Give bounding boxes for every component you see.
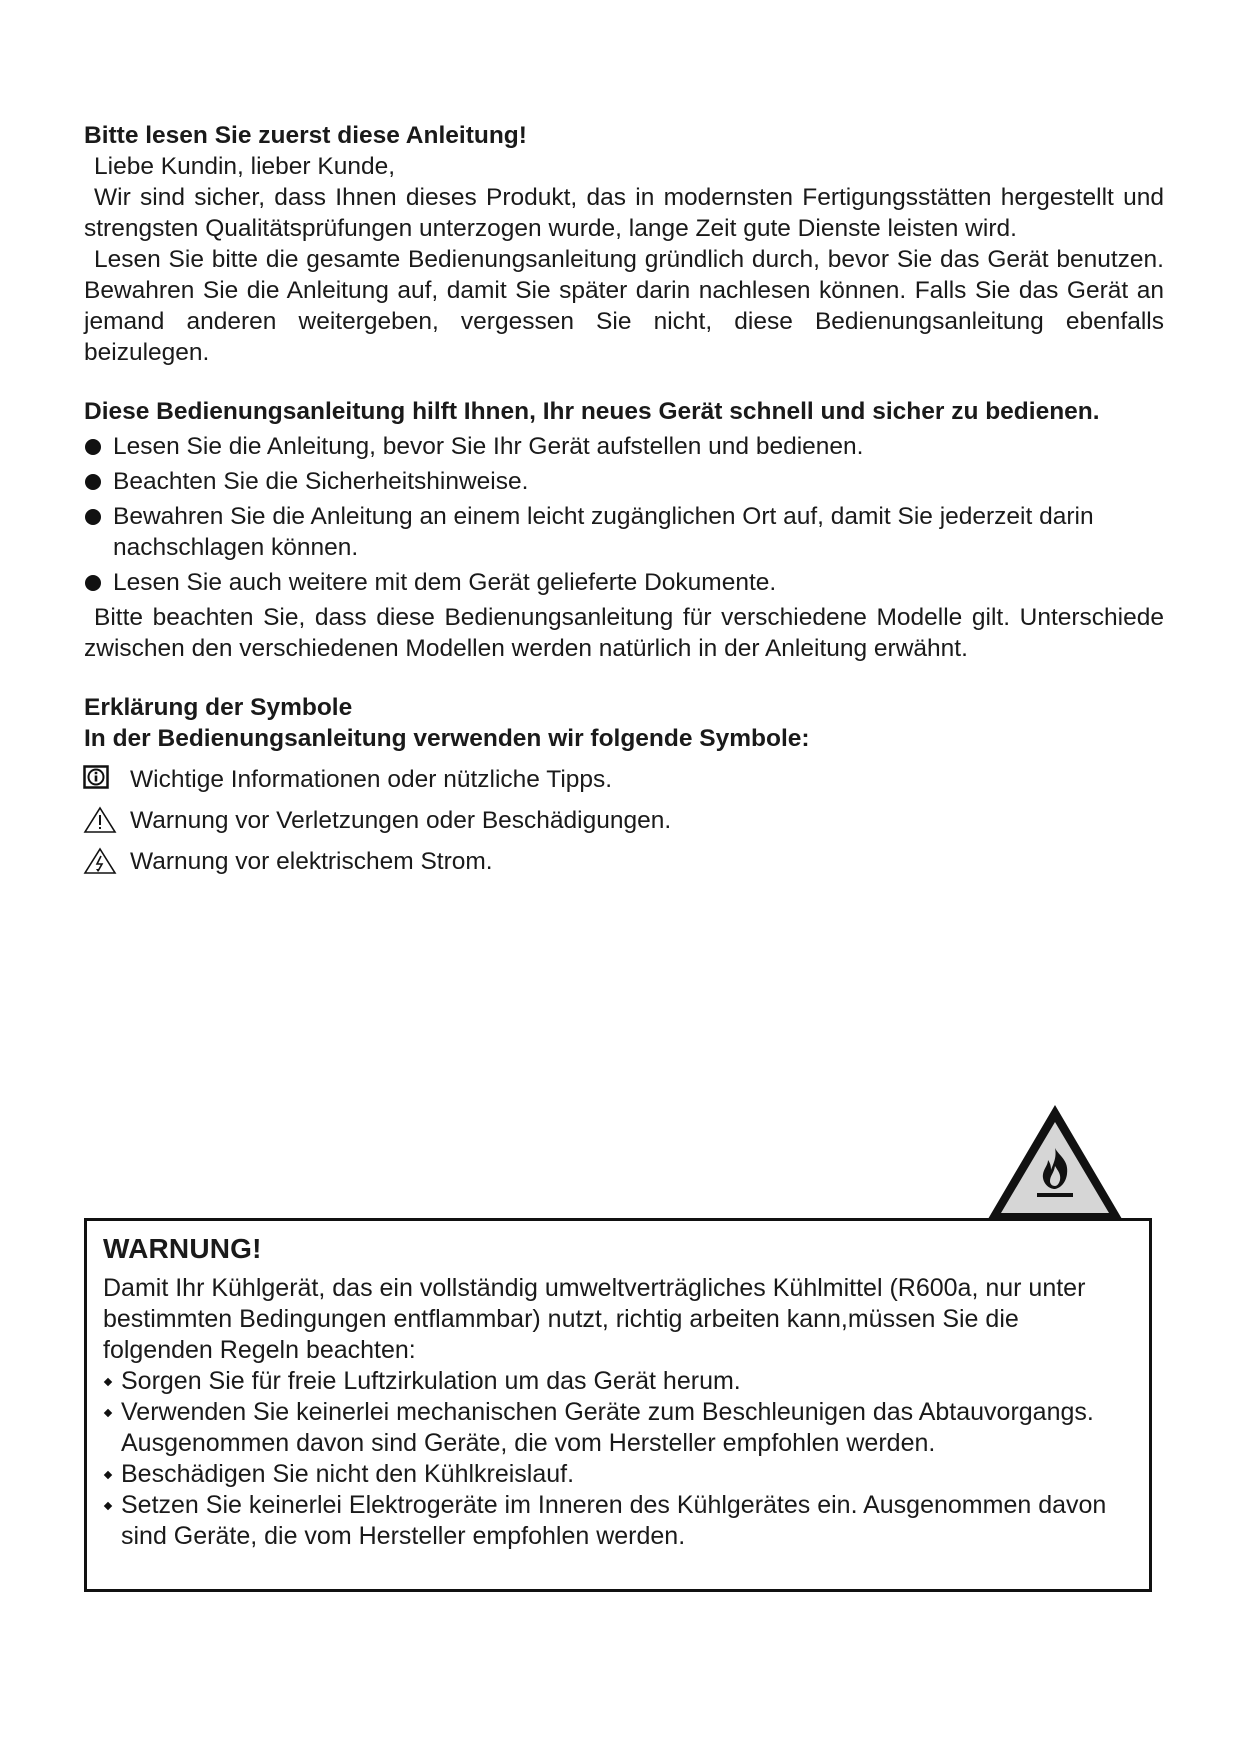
bullet-icon bbox=[85, 474, 101, 490]
list-item: Bewahren Sie die Anleitung an einem leicht zugänglichen Ort auf, damit Sie jederzeit darin nachschlagen können. bbox=[84, 501, 1164, 563]
help-bullet-list bbox=[84, 431, 1164, 598]
models-note: Bitte beachten Sie, dass diese Bedienungsanleitung für verschiedene Modelle gilt. Unterschiede zwischen den verschiedenen Modellen werden natürlich in der Anleitung erwähnt. bbox=[84, 604, 1164, 662]
symbols-subheading: In der Bedienungsanleitung verwenden wir folgende Symbole: bbox=[84, 725, 810, 752]
intro-paragraph-1: Wir sind sicher, dass Ihnen dieses Produkt, das in modernsten Fertigungsstätten hergestellt und strengsten Qualitätsprüfungen unterzogen wurde, lange Zeit gute Dienste leisten wird. bbox=[84, 184, 1164, 242]
symbol-description: Warnung vor elektrischem Strom. bbox=[130, 848, 493, 875]
manual-page bbox=[84, 120, 1164, 877]
warning-title: WARNUNG! bbox=[103, 1233, 262, 1264]
diamond-bullet-icon bbox=[104, 1471, 112, 1479]
help-heading: Diese Bedienungsanleitung hilft Ihnen, Ihr neues Gerät schnell und sicher zu bedienen. bbox=[84, 398, 1100, 425]
diamond-bullet-icon bbox=[104, 1409, 112, 1417]
list-item: Setzen Sie keinerlei Elektrogeräte im Inneren des Kühlgerätes ein. Ausgenommen davon sind Geräte, die vom Hersteller empfohlen werden. bbox=[103, 1490, 1133, 1552]
symbol-row-info bbox=[84, 764, 1164, 795]
symbols-heading: Erklärung der Symbole bbox=[84, 694, 353, 721]
flammable-warning-icon bbox=[985, 1102, 1125, 1227]
list-item: Lesen Sie die Anleitung, bevor Sie Ihr Gerät aufstellen und bedienen. bbox=[84, 431, 1164, 462]
warning-triangle-icon bbox=[83, 806, 117, 842]
warning-intro: Damit Ihr Kühlgerät, das ein vollständig umweltverträgliches Kühlmittel (R600a, nur unter bestimmten Bedingungen entflammbar) nutzt, richtig arbeiten kann,müssen Sie die folgenden Regeln beachten: bbox=[103, 1274, 1086, 1364]
intro-paragraph-2: Lesen Sie bitte die gesamte Bedienungsanleitung gründlich durch, bevor Sie das Gerät benutzen. Bewahren Sie die Anleitung auf, damit Sie später darin nachlesen können. Falls Sie das Gerät an jemand anderen weitergeben, vergessen Sie nicht, diese Bedienungsanleitung ebenfalls beizulegen. bbox=[84, 246, 1164, 366]
bullet-icon bbox=[85, 575, 101, 591]
info-icon bbox=[83, 765, 109, 797]
intro-heading: Bitte lesen Sie zuerst diese Anleitung! bbox=[84, 122, 527, 149]
bullet-icon bbox=[85, 509, 101, 525]
bullet-icon bbox=[85, 439, 101, 455]
list-item: Beschädigen Sie nicht den Kühlkreislauf. bbox=[103, 1459, 1133, 1490]
symbol-description: Warnung vor Verletzungen oder Beschädigungen. bbox=[130, 807, 672, 834]
diamond-bullet-icon bbox=[104, 1378, 112, 1386]
warning-box bbox=[84, 1218, 1152, 1592]
symbol-row-warning bbox=[84, 805, 1164, 836]
symbol-row-electric bbox=[84, 846, 1164, 877]
list-item: Verwenden Sie keinerlei mechanischen Geräte zum Beschleunigen das Abtauvorgangs. Ausgenommen davon sind Geräte, die vom Hersteller empfohlen werden. bbox=[103, 1397, 1133, 1459]
diamond-bullet-icon bbox=[104, 1502, 112, 1510]
salutation: Liebe Kundin, lieber Kunde, bbox=[94, 153, 396, 180]
list-item: Lesen Sie auch weitere mit dem Gerät gelieferte Dokumente. bbox=[84, 567, 1164, 598]
warning-rule-list bbox=[103, 1366, 1133, 1552]
list-item: Beachten Sie die Sicherheitshinweise. bbox=[84, 466, 1164, 497]
list-item: Sorgen Sie für freie Luftzirkulation um das Gerät herum. bbox=[103, 1366, 1133, 1397]
symbol-description: Wichtige Informationen oder nützliche Tipps. bbox=[130, 766, 613, 793]
electric-warning-icon bbox=[83, 847, 117, 883]
